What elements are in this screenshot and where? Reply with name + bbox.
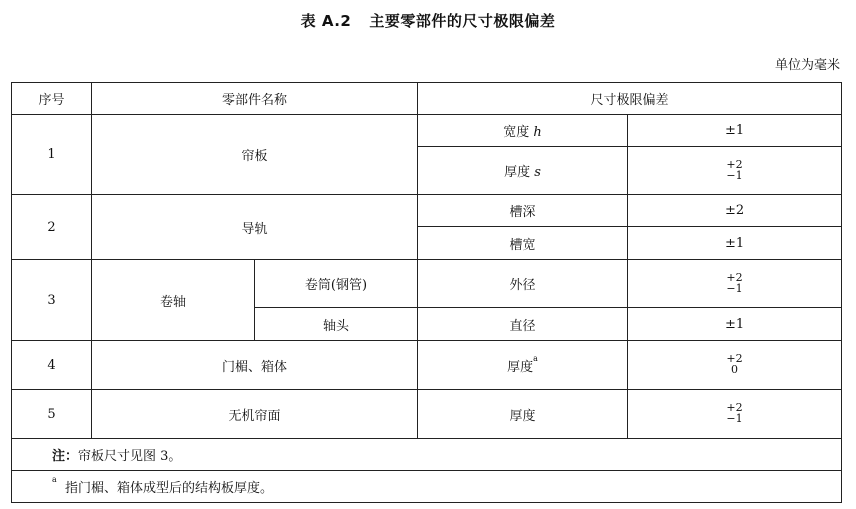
- cell-subpart: 轴头: [255, 308, 418, 341]
- cell-dimension: 宽度 h: [418, 115, 628, 147]
- cell-no: 5: [12, 390, 92, 439]
- cell-no: 1: [12, 115, 92, 195]
- table-caption: 主要零部件的尺寸极限偏差: [369, 12, 556, 30]
- table-number: 表 A.2: [300, 12, 352, 30]
- cell-part: 无机帘面: [92, 390, 418, 439]
- table-row: [12, 115, 842, 147]
- table-row: [12, 390, 842, 439]
- cell-no: 4: [12, 341, 92, 390]
- note-row: [12, 439, 842, 471]
- header-part: 零部件名称: [92, 83, 418, 115]
- cell-no: 2: [12, 195, 92, 260]
- cell-tolerance: +2 −1: [628, 147, 842, 195]
- table-row: [12, 341, 842, 390]
- cell-tolerance: ±1: [628, 227, 842, 260]
- note-label: 注：: [52, 449, 79, 464]
- cell-tolerance: +2 0: [628, 341, 842, 390]
- table-row: [12, 260, 842, 308]
- cell-tolerance: ±1: [628, 115, 842, 147]
- footnote-mark: a: [52, 475, 57, 484]
- header-row: [12, 83, 842, 115]
- note-cell: [12, 439, 842, 471]
- cell-no: 3: [12, 260, 92, 341]
- footnote-cell: [12, 471, 842, 503]
- cell-dimension: 槽宽: [418, 227, 628, 260]
- cell-dimension: 厚度: [418, 390, 628, 439]
- cell-part: 帘板: [92, 115, 418, 195]
- table-title: [0, 10, 856, 31]
- cell-part: 卷轴: [92, 260, 255, 341]
- unit-label: 单位为毫米: [774, 58, 840, 73]
- cell-tolerance: +2 −1: [628, 390, 842, 439]
- header-no: 序号: [12, 83, 92, 115]
- header-tolerance: 尺寸极限偏差: [418, 83, 842, 115]
- cell-part: 门楣、箱体: [92, 341, 418, 390]
- footnote-text: 指门楣、箱体成型后的结构板厚度。: [65, 481, 274, 496]
- cell-tolerance: ±2: [628, 195, 842, 227]
- cell-part: 导轨: [92, 195, 418, 260]
- table-row: [12, 195, 842, 227]
- cell-dimension: 厚度$^a$: [418, 341, 628, 390]
- footnote-row: [12, 471, 842, 503]
- cell-dimension: 外径: [418, 260, 628, 308]
- footnote-mark: a: [533, 353, 538, 363]
- cell-dimension: 槽深: [418, 195, 628, 227]
- tolerance-table: [11, 82, 842, 503]
- cell-dimension: 直径: [418, 308, 628, 341]
- note-text: 帘板尺寸见图 3。: [78, 449, 182, 464]
- cell-dimension: 厚度 s: [418, 147, 628, 195]
- cell-tolerance: ±1: [628, 308, 842, 341]
- cell-tolerance: +2 −1: [628, 260, 842, 308]
- cell-subpart: 卷筒(钢管): [255, 260, 418, 308]
